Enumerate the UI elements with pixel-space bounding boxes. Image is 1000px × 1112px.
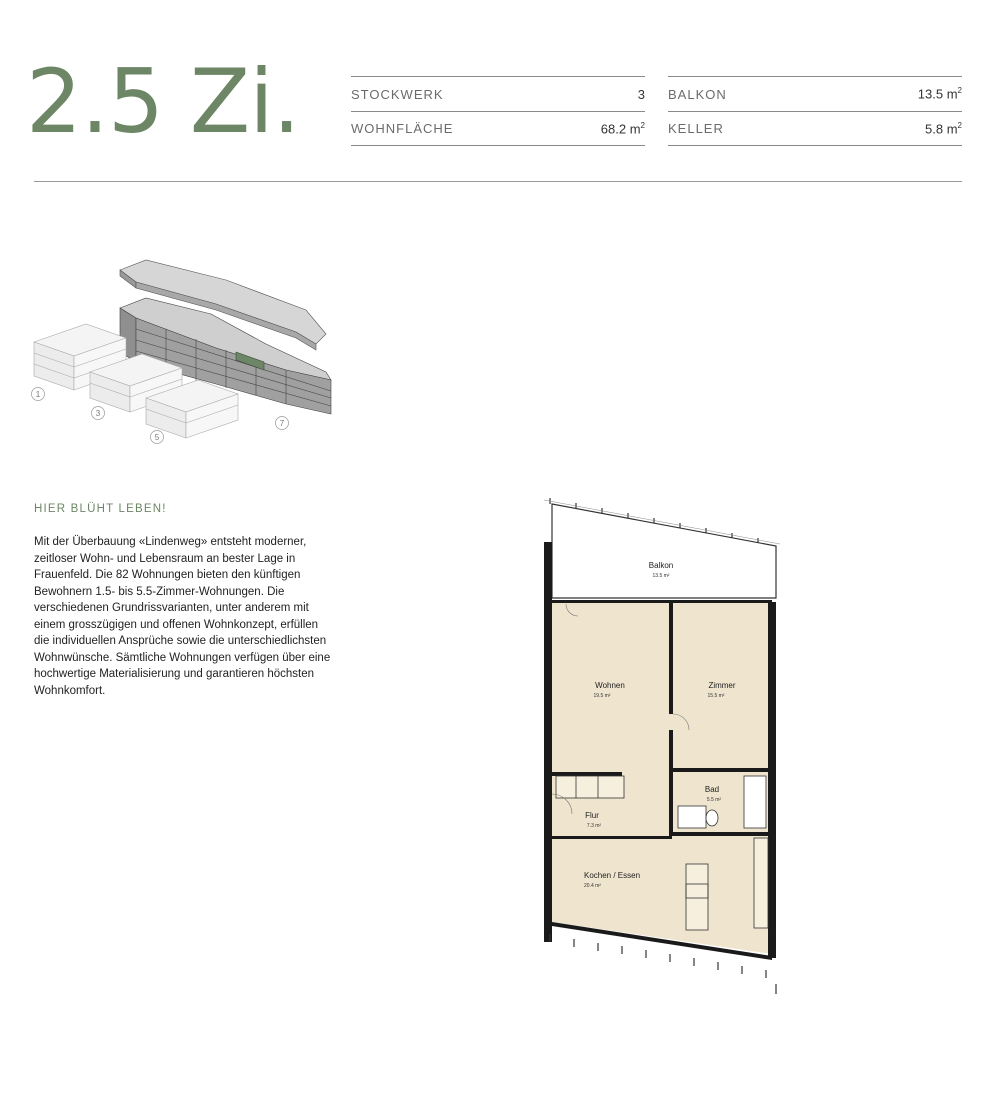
spec-value: 3 [637,86,645,102]
room-label-zimmer: Zimmer [708,681,736,690]
spec-label: WOHNFLÄCHE [351,121,454,136]
building-number-7: 7 [279,419,285,428]
spec-row-wohnflaeche [351,111,645,146]
room-label-wohnen: Wohnen [595,681,625,690]
intro-heading: HIER BLÜHT LEBEN! [34,503,167,515]
room-area-zimmer: 15.5 m² [707,693,725,699]
site-axonometric [26,252,346,452]
room-area-wohnen: 19.5 m² [593,693,611,699]
room-label-kochen-essen: Kochen / Essen [584,871,641,880]
room-label-bad: Bad [704,785,720,794]
apartment-title: 2.5 Zi. [26,50,300,153]
room-area-flur: 7.3 m² [586,823,602,829]
spec-table-right [668,76,962,146]
spec-row-keller [668,111,962,146]
building-number-5: 5 [154,433,160,442]
spec-table-left [351,76,645,146]
spec-label: STOCKWERK [351,86,444,102]
building-number-1: 1 [35,390,41,399]
room-area-bad: 5.5 m² [706,797,722,803]
room-area-kochen-essen: 20.4 m² [584,883,601,889]
spec-row-balkon [668,76,962,111]
spec-label: BALKON [668,86,727,102]
room-label-flur: Flur [585,811,599,820]
balcony-area [552,504,776,598]
building-number-3: 3 [95,409,101,418]
floor-plan [536,494,786,1006]
spec-label: KELLER [668,121,724,136]
header-divider [34,181,962,182]
spec-row-stockwerk [351,76,645,111]
intro-text: Mit der Überbauung «Lindenweg» entsteht moderner, zeitloser Wohn- und Lebensraum an bester Lage in Frauenfeld. Die 82 Wohnungen bieten den künftigen Bewohnern 1.5- bis 5.5-Zimmer-Wohnungen. Die verschiedenen Grundrissvarianten, unter anderem mit einem grosszügigen und offenen Wohnkonzept, erfüllen die individuellen Ansprüche sowie die unterschiedlichsten Wohnwünsche. Sämtliche Wohnungen verfügen über eine hochwertige Materialisierung und garantieren höchsten Wohnkomfort. [34,536,331,697]
room-area-balkon: 13.5 m² [652,573,670,579]
spec-value: 13.5 $m^2$ [917,86,962,102]
spec-value: 5.8 $m^2$ [925,120,962,137]
spec-value: 68.2 $m^2$ [600,120,645,137]
room-label-balkon: Balkon [648,561,674,570]
